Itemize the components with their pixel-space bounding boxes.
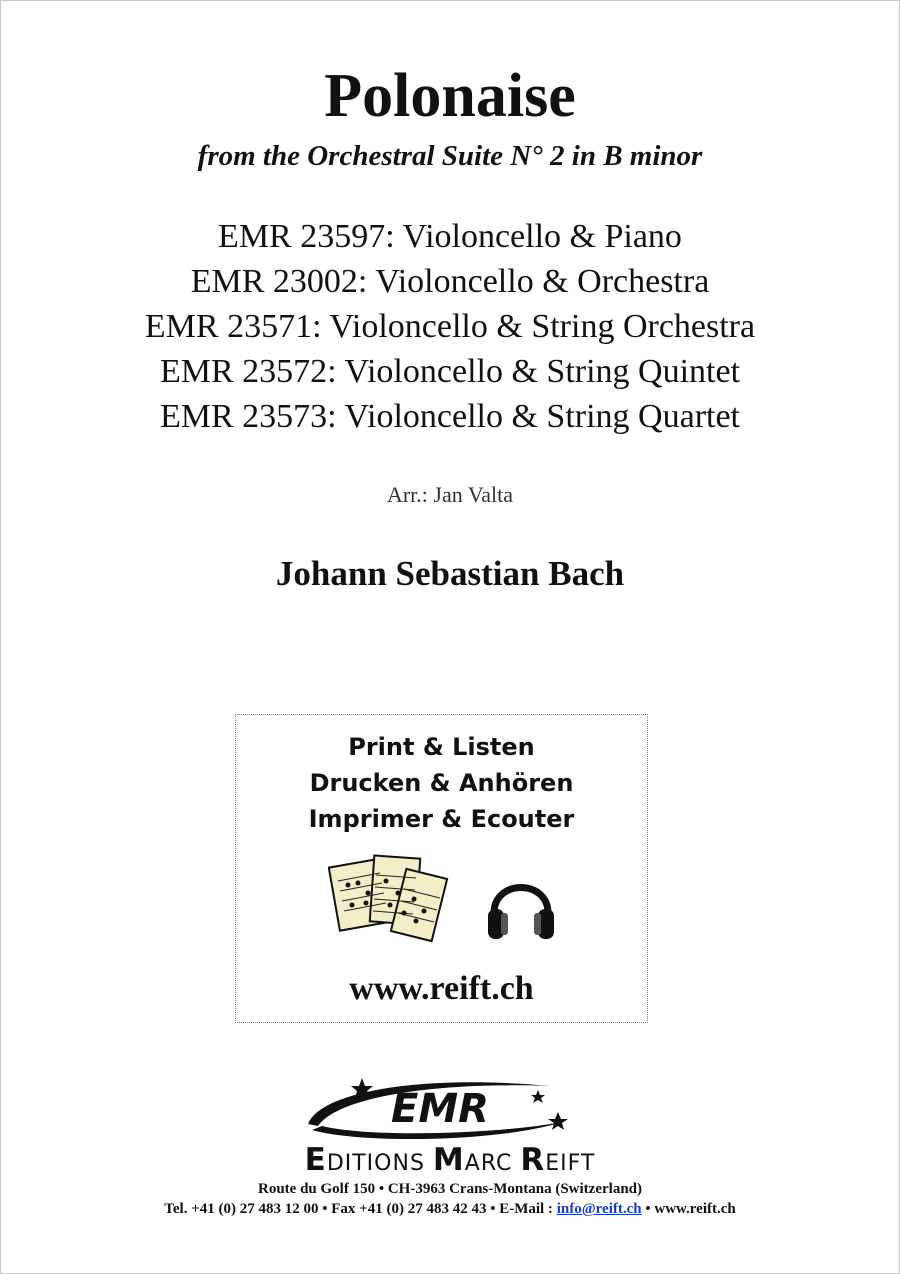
publisher-name-part: R [520, 1142, 546, 1178]
publisher-name [0, 1144, 900, 1180]
print-listen-box [235, 714, 648, 1023]
contact-website: • www.reift.ch [641, 1201, 736, 1217]
promo-line-english: Print & Listen [348, 733, 535, 761]
svg-text:EMR: EMR [391, 1086, 489, 1132]
contact-phone-fax: Tel. +41 (0) 27 483 12 00 • Fax +41 (0) 27 483 42 43 • E-Mail : [164, 1201, 557, 1217]
edition-item: EMR 23597: Violoncello & Piano [218, 218, 682, 255]
publisher-name-part: EIFT [545, 1151, 596, 1176]
edition-item: EMR 23572: Violoncello & String Quintet [159, 353, 741, 390]
edition-item: EMR 23571: Violoncello & String Orchestra [144, 308, 756, 345]
email-link[interactable]: info@reift.ch [556, 1201, 642, 1217]
sheet-music-icon [328, 851, 458, 951]
publisher-name-part: DITIONS [326, 1151, 433, 1176]
subtitle: from the Orchestral Suite N° 2 in B minor [197, 140, 703, 172]
publisher-name-part: E [304, 1142, 327, 1178]
publisher-name-part: ARC [464, 1151, 521, 1176]
promo-website-link[interactable]: www.reift.ch [349, 970, 534, 1007]
publisher-address: Route du Golf 150 • CH-3963 Crans-Montana (Switzerland) [258, 1181, 642, 1197]
promo-line-french: Imprimer & Ecouter [308, 805, 575, 833]
composer: Johann Sebastian Bach [275, 554, 625, 593]
edition-list [0, 214, 900, 439]
headphones-icon [486, 865, 556, 945]
publisher-name-part: M [432, 1142, 465, 1178]
emr-logo [300, 1072, 580, 1148]
arranger: Arr.: Jan Valta [386, 482, 514, 507]
publisher-contact [0, 1199, 900, 1219]
page-title: Polonaise [324, 62, 576, 130]
promo-line-german: Drucken & Anhören [309, 769, 574, 797]
edition-item: EMR 23573: Violoncello & String Quartet [159, 398, 740, 435]
edition-item: EMR 23002: Violoncello & Orchestra [190, 263, 710, 300]
